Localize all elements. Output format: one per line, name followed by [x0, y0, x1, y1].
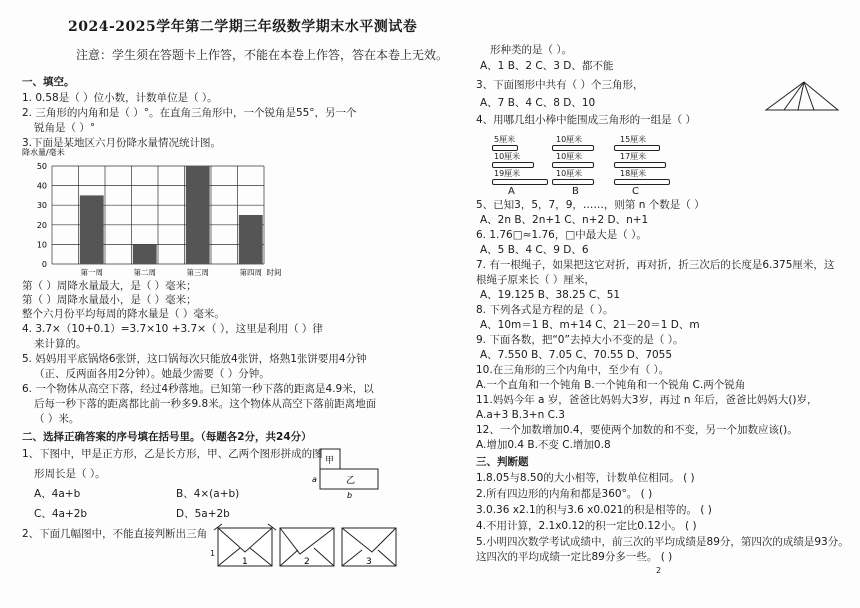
choice-10-options: A.一个直角和一个钝角 B.一个钝角和一个锐角 C.两个锐角 — [476, 379, 746, 391]
section-choice: 二、选择正确答案的序号填在括号里。（每题各2分，共24分） — [22, 431, 312, 443]
page-number-2: 2 — [656, 566, 662, 575]
choice-3-options: A、7 B、4 C、8 D、10 — [480, 97, 596, 109]
stick-a3-label: 19厘米 — [494, 169, 521, 178]
question-choice-5: 5、已知3，5，7，9，……，则第 n 个数是（ ） — [476, 199, 705, 211]
stick-group-c-label: C — [632, 186, 639, 197]
chart-x-tick-label: 第四周 — [239, 268, 262, 277]
question-fill-6a: 6. 一个物体从高空下落，经过4秒落地。已知第一秒下落的距离是4.9米，以 — [22, 383, 374, 395]
stick-a2-label: 10厘米 — [494, 152, 521, 161]
question-fill-1: 1. 0.58是（ ）位小数，计数单位是（ ）。 — [22, 92, 218, 104]
chart-x-tick-label: 第三周 — [186, 268, 209, 277]
choice-5-options: A、2n B、2n+1 C、n+2 D、n+1 — [480, 214, 649, 226]
choice-9-options: A、7.550 B、7.05 C、70.55 D、7055 — [480, 349, 673, 361]
question-choice-10: 10.在三角形的三个内角中，至少有（ ）。 — [476, 364, 670, 376]
question-choice-7b: 根绳子原来长（ ）厘米， — [476, 274, 595, 286]
choice-1-option-c: C、4a+2b — [34, 508, 88, 520]
question-fill-3a: 第（ ）周降水量最大，是（ ）毫米； — [22, 280, 197, 292]
chart-y-tick-label: 10 — [36, 240, 47, 250]
chart-bar — [133, 244, 157, 264]
stick-group-a-label: A — [508, 186, 515, 197]
chart-y-tick-label: 0 — [41, 260, 47, 269]
stick-group-b-label: B — [572, 186, 579, 197]
question-fill-3b: 第（ ）周降水量最小，是（ ）毫米； — [22, 294, 197, 306]
rainfall-bar-chart — [22, 148, 290, 278]
envelope-2 — [280, 528, 334, 567]
judgement-3: 3.0.36 x2.1的积与3.6 x0.021的积是相等的。 ( ) — [476, 504, 712, 516]
judgement-5b: 这四次的平均成绩一定比89分多一些。 ( ) — [476, 551, 673, 563]
figure-label-yi: 乙 — [346, 476, 356, 486]
choice-6-options: A、5 B、4 C、9 D、6 — [480, 244, 589, 256]
section-judgement: 三、判断题 — [476, 456, 529, 468]
question-fill-3: 3.下面是某地区六月份降水量情况统计图。 — [22, 137, 222, 149]
question-choice-12: 12、一个加数增加0.4，要使两个加数的和不变，另一个加数应该()。 — [476, 424, 798, 436]
question-choice-2b: 形种类的是（ ）。 — [490, 44, 573, 56]
envelope-figures — [210, 520, 410, 572]
chart-y-tick-label: 30 — [36, 201, 47, 211]
question-choice-1a: 1、下图中，甲是正方形，乙是长方形，甲、乙两个图形拼成的图 — [22, 448, 323, 460]
chart-x-axis-label: 时间 — [266, 268, 282, 277]
envelope-1 — [214, 524, 276, 567]
question-choice-6: 6. 1.76□≈1.76，□中最大是（ ）。 — [476, 229, 647, 241]
figure-label-a: a — [312, 475, 317, 484]
exam-notice: 注意：学生须在答题卡上作答，不能在本卷上作答，答在本卷上无效。 — [76, 48, 449, 62]
judgement-4: 4.不用计算，2.1x0.12的积一定比0.12小。 ( ) — [476, 520, 697, 532]
question-fill-5a: 5. 妈妈用平底锅烙6张饼，这口锅每次只能放4张饼，烙熟1张饼要用4分钟 — [22, 353, 367, 365]
chart-y-tick-label: 20 — [36, 220, 47, 230]
stick-c3-label: 18厘米 — [620, 169, 647, 178]
envelope-label-1: 1 — [242, 557, 248, 567]
chart-x-tick-label: 第二周 — [133, 268, 156, 277]
envelope-label-2: 2 — [304, 557, 310, 567]
triangle-count-figure — [762, 78, 842, 114]
chart-bar — [186, 166, 210, 264]
choice-7-options: A、19.125 B、38.25 C、51 — [480, 289, 621, 301]
choice-11-options: A.a+3 B.3+n C.3 — [476, 409, 565, 421]
stick-a1-label: 5厘米 — [494, 135, 516, 144]
choice-1-option-a: A、4a+b — [34, 488, 81, 500]
choice-1-option-d: D、5a+2b — [176, 508, 230, 520]
question-fill-6b: 后每一秒下落的距离都比前一秒多9.8米。这个物体从高空下落前距离地面 — [34, 398, 377, 410]
choice-12-options: A.增加0.4 B.不变 C.增加0.8 — [476, 439, 611, 451]
choice-2-options: A、1 B、2 C、3 D、都不能 — [480, 60, 614, 72]
page-number-1: 1 — [210, 549, 216, 558]
chart-bar — [80, 195, 104, 264]
stick-c3 — [614, 179, 670, 185]
question-fill-4b: 来计算的。 — [34, 338, 87, 350]
question-choice-9: 9. 下面各数，把“0”去掉大小不变的是（ ）。 — [476, 334, 684, 346]
chart-y-tick-label: 40 — [36, 181, 47, 191]
page-title: 2024-2025学年第二学期三年级数学期末水平测试卷 — [68, 19, 418, 35]
question-fill-2b: 锐角是（ ）° — [34, 122, 96, 134]
envelope-3 — [342, 528, 396, 567]
stick-b3 — [552, 179, 594, 185]
square-rectangle-figure — [310, 445, 385, 500]
figure-label-b: b — [347, 491, 353, 500]
chart-y-tick-label: 50 — [36, 162, 47, 171]
stick-c2-label: 17厘米 — [620, 152, 647, 161]
stick-b1-label: 10厘米 — [556, 135, 583, 144]
question-choice-4: 4、用哪几组小棒中能围成三角形的一组是（ ） — [476, 114, 697, 126]
stick-c1-label: 15厘米 — [620, 135, 647, 144]
question-choice-1b: 形周长是（ ）。 — [34, 468, 106, 480]
stick-b3-label: 10厘米 — [556, 169, 583, 178]
judgement-2: 2.所有四边形的内角和都是360°。 ( ) — [476, 488, 653, 500]
question-fill-4a: 4. 3.7×（10+0.1）=3.7×10 +3.7×（ ），这里是利用（ ）律 — [22, 323, 323, 335]
question-choice-11: 11.妈妈今年 a 岁，爸爸比妈妈大3岁，再过 n 年后，爸爸比妈妈大()岁， — [476, 394, 818, 406]
question-choice-8: 8. 下列各式是方程的是（ ）。 — [476, 304, 614, 316]
judgement-5a: 5.小明四次数学考试成绩中，前三次的平均成绩是89分，第四次的成绩是93分。 — [476, 536, 849, 548]
chart-y-axis-label: 降水量/毫米 — [22, 148, 65, 157]
envelope-label-3: 3 — [366, 557, 372, 567]
chart-x-tick-label: 第一周 — [80, 268, 103, 277]
stick-b2-label: 10厘米 — [556, 152, 583, 161]
question-choice-2: 2、下面几幅图中，不能直接判断出三角 — [22, 528, 208, 540]
question-fill-6c: （ ）米。 — [34, 413, 80, 425]
question-choice-7a: 7. 有一根绳子，如果把这它对折，再对折，折三次后的长度是6.375厘米，这 — [476, 259, 835, 271]
choice-8-options: A、10m＝1 B、m+14 C、21－20＝1 D、m — [480, 319, 700, 331]
chart-bar — [239, 215, 263, 264]
section-fill-in: 一、填空。 — [22, 76, 75, 88]
stick-a3 — [492, 179, 548, 185]
judgement-1: 1.8.05与8.50的大小相等，计数单位相同。 ( ) — [476, 472, 695, 484]
figure-label-jia: 甲 — [325, 456, 335, 466]
question-fill-3c: 整个六月份平均每周的降水量是（ ）毫米。 — [22, 308, 225, 320]
question-choice-3: 3、下面图形中共有（ ）个三角形， — [476, 79, 644, 91]
question-fill-2a: 2. 三角形的内角和是（ ）°。在直角三角形中，一个锐角是55°，另一个 — [22, 107, 357, 119]
choice-1-option-b: B、4×(a+b) — [176, 488, 240, 500]
question-fill-5b: （正、反两面各用2分钟）。她最少需要（ ）分钟。 — [34, 368, 270, 380]
